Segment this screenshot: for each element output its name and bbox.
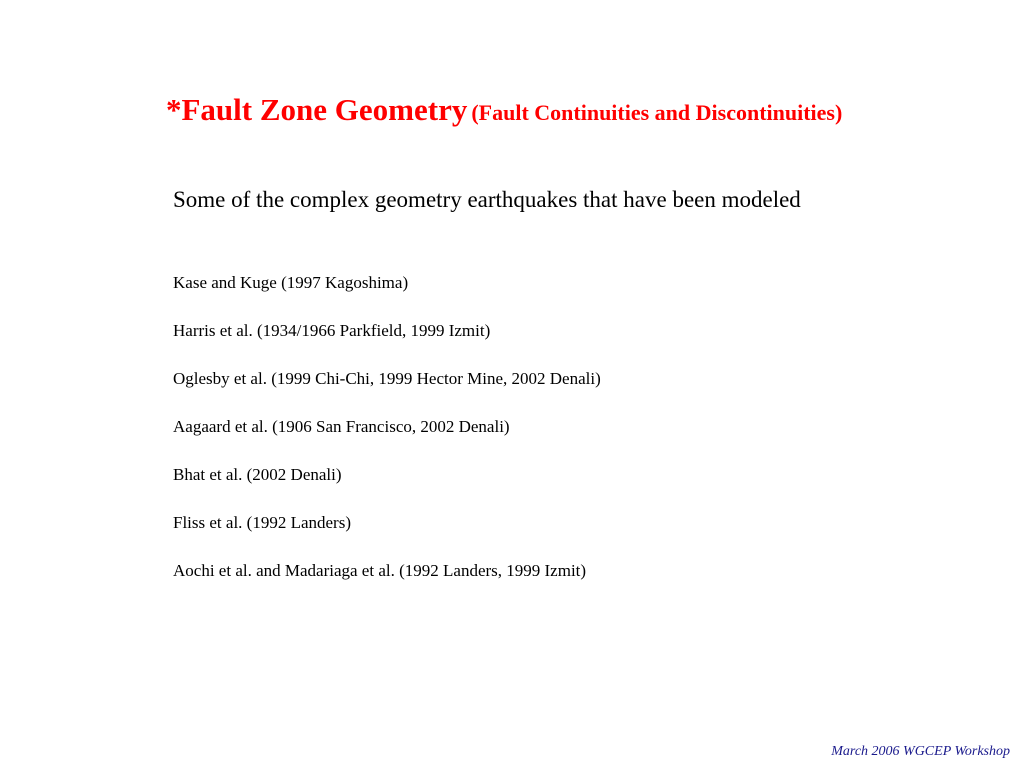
footer-workshop-label: March 2006 WGCEP Workshop [831,744,1010,759]
reference-item: Bhat et al. (2002 Denali) [173,465,342,484]
reference-item: Kase and Kuge (1997 Kagoshima) [173,273,409,292]
slide-title-main: *Fault Zone Geometry [166,92,468,127]
reference-item: Fliss et al. (1992 Landers) [173,513,351,532]
slide-title [166,94,842,125]
reference-item: Aagaard et al. (1906 San Francisco, 2002 Denali) [173,417,510,436]
reference-list [173,273,601,609]
slide-title-sub: (Fault Continuities and Discontinuities) [471,100,843,125]
reference-item: Harris et al. (1934/1966 Parkfield, 1999 Izmit) [173,321,491,340]
reference-item: Aochi et al. and Madariaga et al. (1992 Landers, 1999 Izmit) [173,561,587,580]
reference-item: Oglesby et al. (1999 Chi-Chi, 1999 Hector Mine, 2002 Denali) [173,369,601,388]
slide-subtitle: Some of the complex geometry earthquakes that have been modeled [173,187,801,212]
